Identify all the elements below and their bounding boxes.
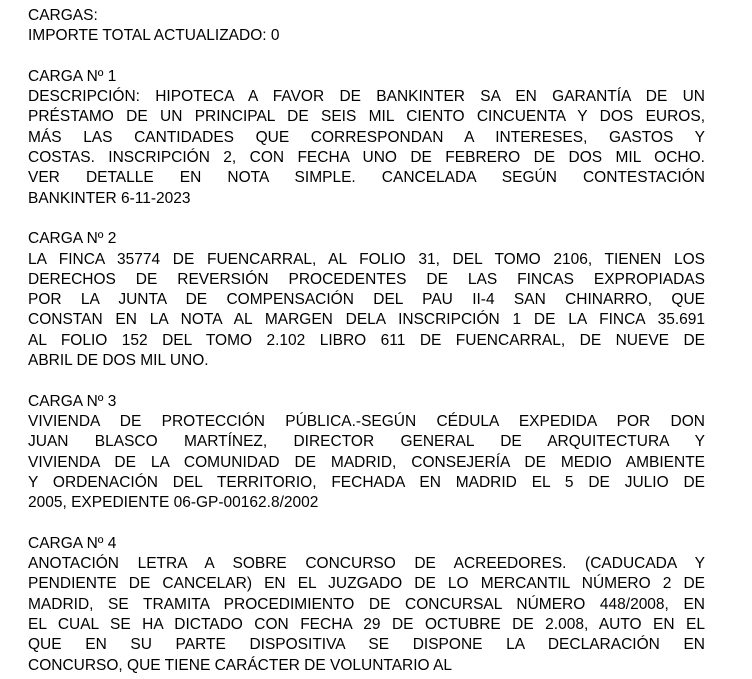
body-line: MADRID, SE TRAMITA PROCEDIMIENTO DE CONCURSAL NÚMERO 448/2008, EN [28, 595, 705, 613]
body-line: VIVIENDA DE LA COMUNIDAD DE MADRID, CONSEJERÍA DE MEDIO AMBIENTE [28, 453, 705, 471]
carga-body [28, 250, 705, 372]
body-line: VIVIENDA DE PROTECCIÓN PÚBLICA.-SEGÚN CÉDULA EXPEDIDA POR DON [28, 412, 705, 430]
carga-section-1 [28, 67, 705, 209]
body-line: PRÉSTAMO DE UN PRINCIPAL DE SEIS MIL CIENTO CINCUENTA Y DOS EUROS, [28, 108, 705, 126]
body-line: CONSTAN EN LA NOTA AL MARGEN DELA INSCRIPCIÓN 1 DE LA FINCA 35.691 [28, 311, 705, 329]
body-line: DERECHOS DE REVERSIÓN PROCEDENTES DE LAS FINCAS EXPROPIADAS [28, 270, 705, 288]
body-line: VER DETALLE EN NOTA SIMPLE. CANCELADA SEGÚN CONTESTACIÓN [28, 169, 705, 187]
carga-section-4 [28, 534, 705, 676]
body-line: LA FINCA 35774 DE FUENCARRAL, AL FOLIO 31, DEL TOMO 2106, TIENEN LOS [28, 250, 705, 268]
body-line: AL FOLIO 152 DEL TOMO 2.102 LIBRO 611 DE FUENCARRAL, DE NUEVE DE [28, 331, 705, 349]
blank-line [28, 513, 705, 533]
blank-line [28, 371, 705, 391]
blank-line [28, 209, 705, 229]
body-line: QUE EN SU PARTE DISPOSITIVA SE DISPONE LA DECLARACIÓN EN [28, 636, 705, 654]
carga-body [28, 412, 705, 513]
body-line: Y ORDENACIÓN DEL TERRITORIO, FECHADA EN MADRID EL 5 DE JULIO DE [28, 473, 705, 491]
carga-heading: CARGA Nº 1 [28, 67, 117, 85]
carga-heading: CARGA Nº 3 [28, 392, 117, 410]
body-line: ABRIL DE DOS MIL UNO. [28, 352, 209, 370]
carga-section-2 [28, 229, 705, 371]
blank-line [28, 47, 705, 67]
body-line: CONCURSO, QUE TIENE CARÁCTER DE VOLUNTARIO AL [28, 656, 453, 674]
body-line: POR LA JUNTA DE COMPENSACIÓN DEL PAU II-4 SAN CHINARRO, QUE [28, 291, 705, 309]
body-line: COSTAS. INSCRIPCIÓN 2, CON FECHA UNO DE FEBRERO DE DOS MIL OCHO. [28, 149, 705, 167]
page-title: CARGAS: [28, 7, 98, 24]
body-line: MÁS LAS CANTIDADES QUE CORRESPONDAN A INTERESES, GASTOS Y [28, 128, 705, 146]
body-line: EL CUAL SE HA DICTADO CON FECHA 29 DE OCTUBRE DE 2.008, AUTO EN EL [28, 615, 705, 633]
body-line: 2005, EXPEDIENTE 06-GP-00162.8/2002 [28, 494, 319, 512]
carga-body [28, 554, 705, 676]
body-line: PENDIENTE DE CANCELAR) EN EL JUZGADO DE LO MERCANTIL NÚMERO 2 DE [28, 575, 705, 593]
carga-heading: CARGA Nº 4 [28, 534, 117, 552]
carga-body [28, 87, 705, 209]
body-line: DESCRIPCIÓN: HIPOTECA A FAVOR DE BANKINTER SA EN GARANTÍA DE UN [28, 88, 705, 106]
body-line: JUAN BLASCO MARTÍNEZ, DIRECTOR GENERAL DE ARQUITECTURA Y [28, 433, 705, 451]
importe-total-line: IMPORTE TOTAL ACTUALIZADO: 0 [28, 27, 280, 45]
body-line: BANKINTER 6-11-2023 [28, 189, 191, 207]
carga-section-3 [28, 392, 705, 514]
body-line: ANOTACIÓN LETRA A SOBRE CONCURSO DE ACREEDORES. (CADUCADA Y [28, 555, 705, 573]
carga-heading: CARGA Nº 2 [28, 230, 117, 248]
